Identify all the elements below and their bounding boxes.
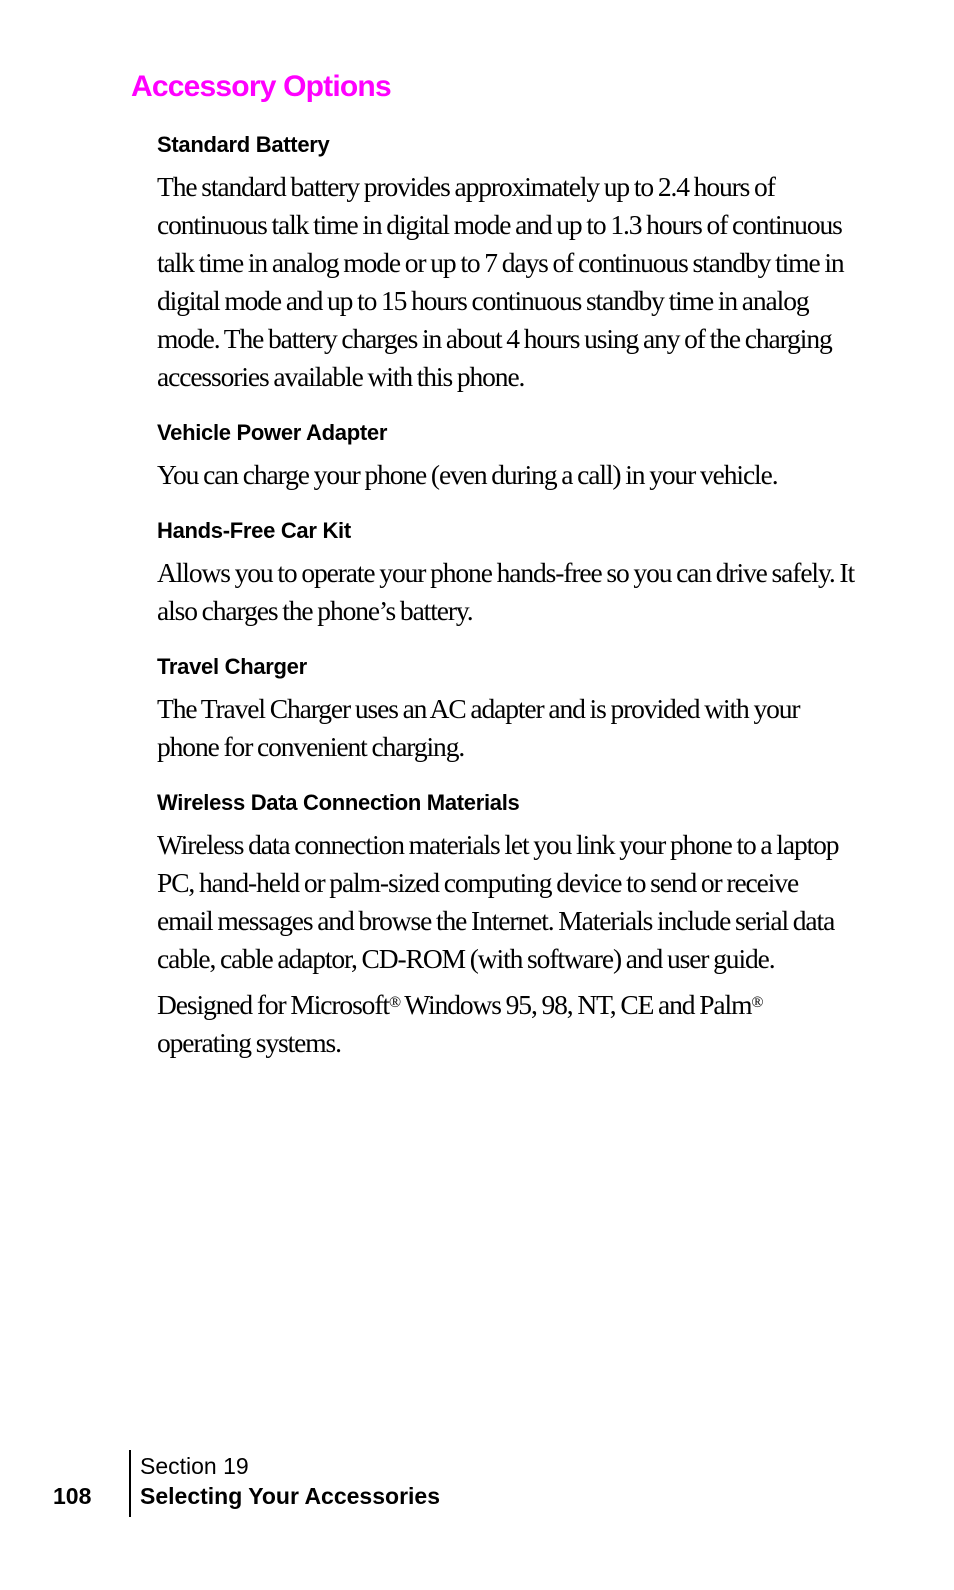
vehicle-power-adapter-heading: Vehicle Power Adapter: [157, 420, 388, 445]
standard-battery-description: The standard battery provides approximately up to 2.4 hours of continuous talk time in digital mode and up to 1.3 hours of continuous talk time in analog mode or up to 7 days of continuous standby time in digital mode and up to 15 hours continuous standby time in analog mode. The battery charges in about 4 hours using any of the charging accessories available with this phone.: [157, 171, 844, 392]
footer-section-label: Section 19: [140, 1453, 249, 1479]
travel-charger-heading: Travel Charger: [157, 654, 307, 679]
wireless-data-heading: Wireless Data Connection Materials: [157, 790, 520, 815]
os-note-part-1: Designed for Microsoft: [157, 989, 389, 1020]
standard-battery-heading: Standard Battery: [157, 132, 330, 157]
page-number: 108: [53, 1483, 92, 1509]
registered-mark: ®: [751, 994, 763, 1011]
travel-charger-description: The Travel Charger uses an AC adapter and is provided with your phone for convenient charging.: [157, 693, 800, 762]
accessory-list: [157, 128, 857, 1062]
footer-section-title: Selecting Your Accessories: [140, 1483, 440, 1509]
page-footer: [0, 1450, 954, 1520]
page-title: Accessory Options: [131, 70, 391, 103]
os-note-part-2: Windows 95, 98, NT, CE and Palm: [400, 989, 752, 1020]
registered-mark: ®: [388, 994, 400, 1011]
vehicle-power-adapter-description: You can charge your phone (even during a call) in your vehicle.: [157, 459, 778, 490]
hands-free-car-kit-description: Allows you to operate your phone hands-free so you can drive safely. It also charges the phone’s battery.: [157, 557, 854, 626]
wireless-data-description: Wireless data connection materials let you link your phone to a laptop PC, hand-held or palm-sized computing device to send or receive email messages and browse the Internet. Materials include serial data cable, cable adaptor, CD-ROM (with software) and user guide.: [157, 829, 839, 974]
footer-divider: [129, 1450, 131, 1517]
os-note-part-3: operating systems.: [157, 1027, 341, 1058]
os-compatibility-note: [157, 986, 857, 1062]
hands-free-car-kit-heading: Hands-Free Car Kit: [157, 518, 351, 543]
